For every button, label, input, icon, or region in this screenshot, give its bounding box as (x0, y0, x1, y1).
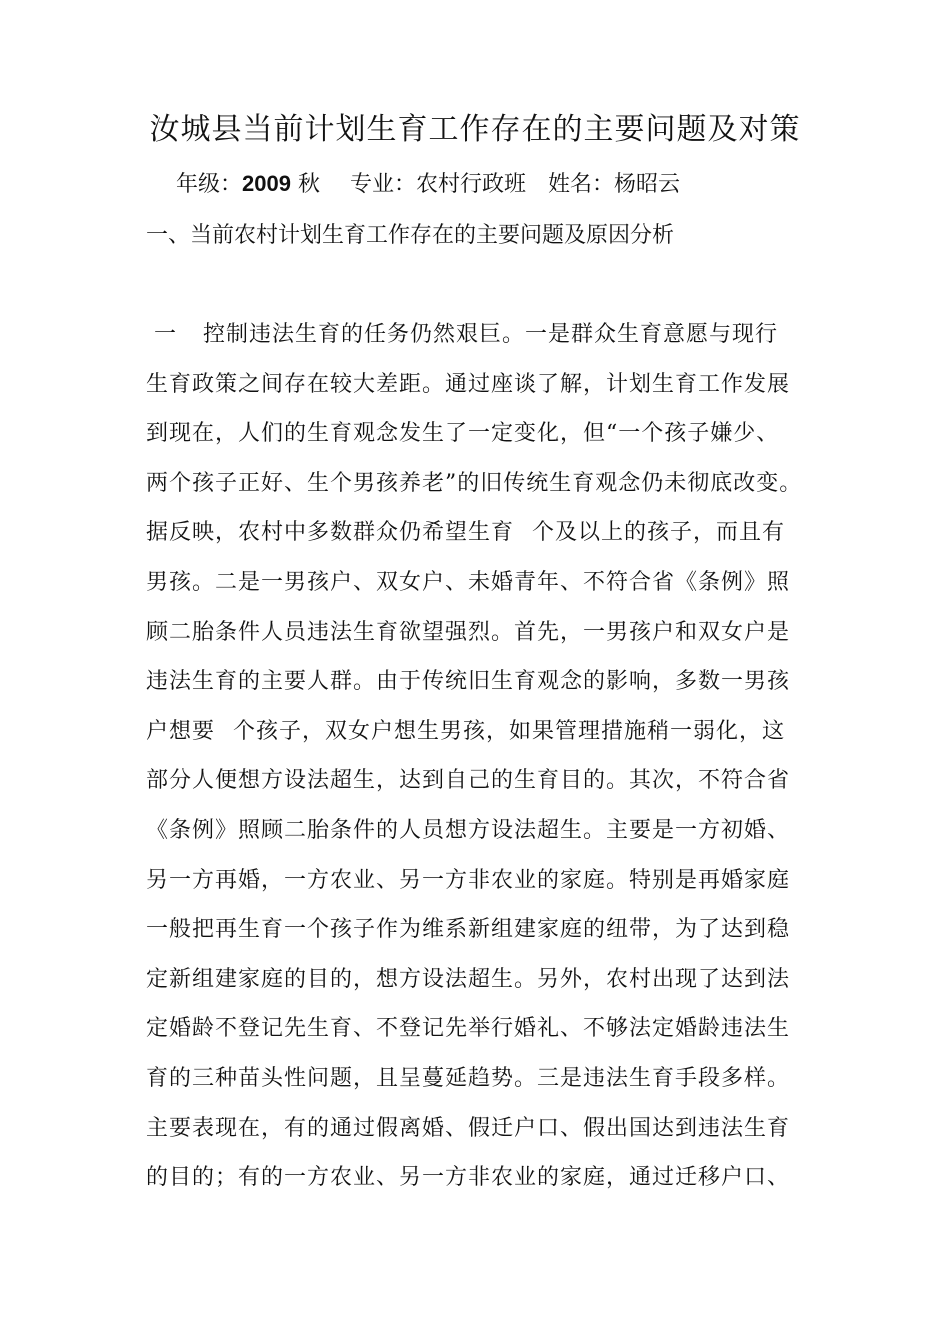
paragraph-line-text: 控制违法生育的任务仍然艰巨。一是群众生育意愿与现行 (203, 322, 779, 347)
paragraph-line: 男孩。二是一男孩户、双女户、未婚青年、不符合省《条例》照 (146, 569, 791, 595)
paragraph-line: 定婚龄不登记先生育、不登记先举行婚礼、不够法定婚龄违法生 (146, 1016, 791, 1042)
grade-suffix: 秋 (297, 172, 320, 197)
major-label: 专业：农村行政班 (349, 172, 526, 197)
grade-label: 年级： (176, 172, 243, 197)
paragraph-line: 另一方再婚，一方农业、另一方非农业的家庭。特别是再婚家庭 (146, 867, 791, 893)
paragraph-line: 违法生育的主要人群。由于传统旧生育观念的影响，多数一男孩 (146, 669, 791, 695)
paragraph-line-text: 据反映，农村中多数群众仍希望生育 (146, 520, 515, 546)
name-label: 姓名：杨昭云 (548, 172, 681, 197)
paragraph-line: 顾二胎条件人员违法生育欲望强烈。首先，一男孩户和双女户是 (146, 619, 791, 645)
paragraph-line: 定新组建家庭的目的，想方设法超生。另外，农村出现了达到法 (146, 966, 791, 992)
paragraph-line: 部分人便想方设法超生，达到自己的生育目的。其次，不符合省 (146, 768, 791, 794)
paragraph-line: 两个孩子正好、生个男孩养老”的旧传统生育观念仍未彻底改变。 (146, 470, 803, 496)
paragraph-line (146, 508, 810, 558)
grade-value: 2009 (242, 171, 291, 196)
section-heading: 一、当前农村计划生育工作存在的主要问题及原因分析 (146, 223, 675, 248)
paragraph-line: 生育政策之间存在较大差距。通过座谈了解，计划生育工作发展 (146, 371, 791, 397)
document-title: 汝城县当前计划生育工作存在的主要问题及对策 (149, 112, 801, 147)
author-meta (176, 166, 680, 203)
body-paragraph (146, 310, 810, 1203)
paragraph-line (146, 707, 810, 757)
paragraph-line: 的目的；有的一方农业、另一方非农业的家庭，通过迁移户口、 (146, 1165, 791, 1191)
paragraph-line: 育的三种苗头性问题，且呈蔓延趋势。三是违法生育手段多样。 (146, 1065, 791, 1091)
paragraph-line: 到现在，人们的生育观念发生了一定变化，但“一个孩子嫌少、 (146, 421, 780, 447)
paragraph-marker: 一 (154, 322, 178, 347)
paragraph-line-text: 个孩子，双女户想生男孩，如果管理措施稍一弱化，这 (233, 718, 786, 744)
paragraph-line-text: 户想要 (146, 718, 216, 744)
paragraph-line: 《条例》照顾二胎条件的人员想方设法超生。主要是一方初婚、 (146, 817, 791, 843)
paragraph-line: 一般把再生育一个孩子作为维系新组建家庭的纽带，为了达到稳 (146, 917, 791, 943)
paragraph-line: 主要表现在，有的通过假离婚、假迁户口、假出国达到违法生育 (146, 1115, 791, 1141)
paragraph-line-text: 个及以上的孩子，而且有 (532, 520, 786, 546)
paragraph-line (146, 310, 810, 360)
